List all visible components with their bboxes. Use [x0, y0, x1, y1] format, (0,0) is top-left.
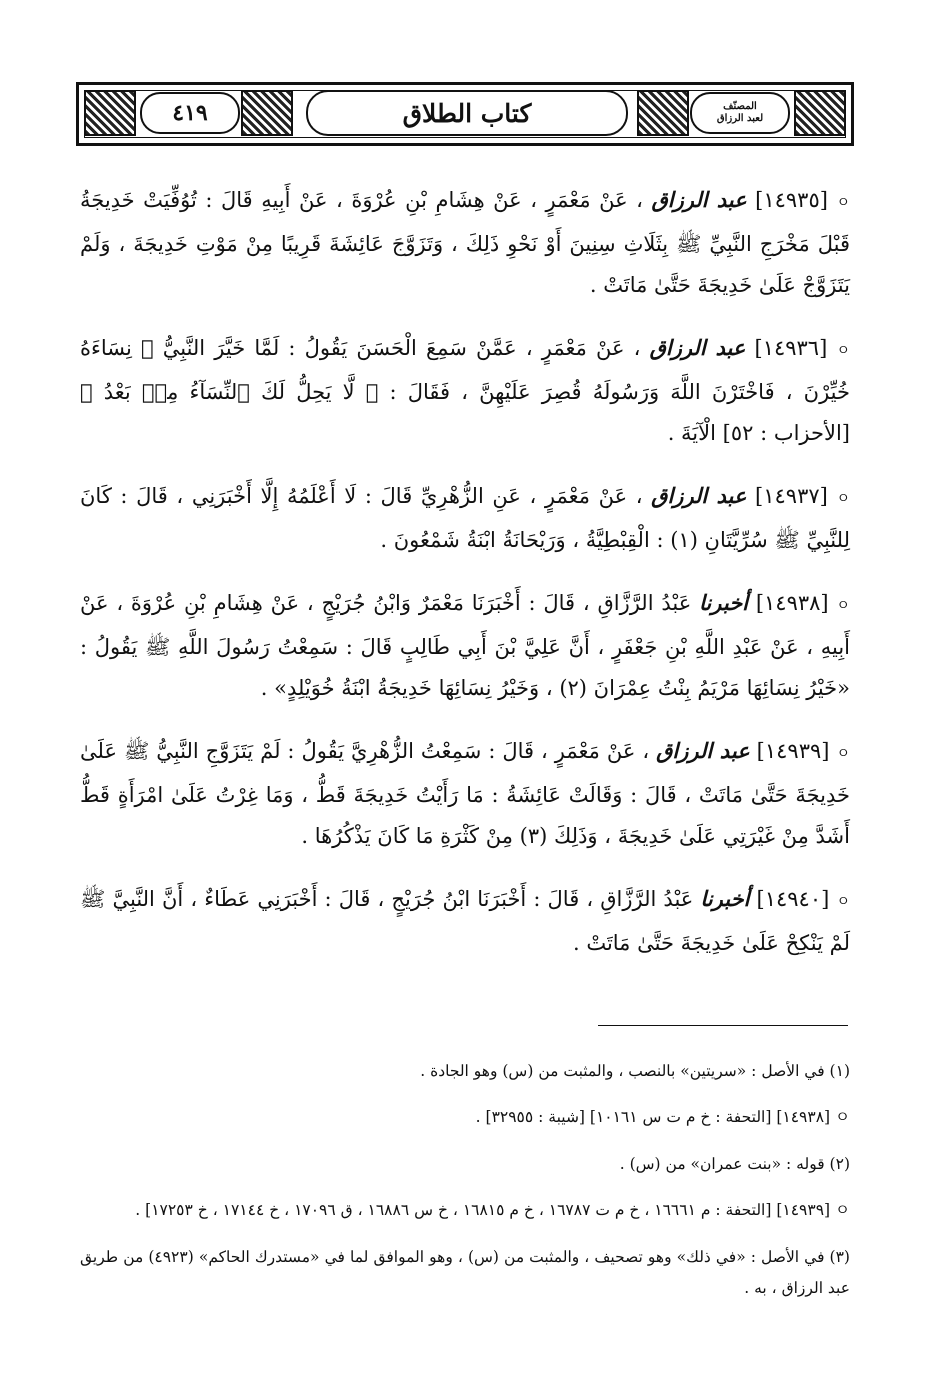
- hadith-number: [١٤٩٣٨]: [755, 591, 829, 615]
- footnote-separator: [598, 1025, 848, 1026]
- narrator-name: عبد الرزاق: [651, 483, 747, 508]
- hadith-entry: [80, 475, 850, 561]
- footnote: ㅇ [١٤٩٣٨] [التحفة : خ م ت س ١٠١٦١] [شيبة : ٣٢٩٥٥] .: [475, 1108, 850, 1126]
- narrator-name: عبد الرزاق: [651, 187, 747, 212]
- hadith-entry: [80, 179, 850, 306]
- hadith-text: عَبْدُ الرَّزَّاقِ ، قَالَ : أَخْبَرَنَا مَعْمَرٌ وَابْنُ جُرَيْجٍ ، عَنْ هِشَامِ بْنِ عُرْوَةَ ، عَنْ أَبِيهِ ، عَنْ عَبْدِ اللَّهِ بْنِ جَعْفَرٍ ، أَنَّ عَلِيَّ بْنَ أَبِي طَالِبٍ قَالَ : سَمِعْتُ رَسُولَ اللَّهِ ﷺ يَقُولُ : «خَيْرُ نِسَائِهَا مَرْيَمُ بِنْتُ عِمْرَانَ (٢) ، وَخَيْرُ نِسَائِهَا خَدِيجَةُ ابْنَةُ خُوَيْلِدٍ» .: [80, 591, 850, 700]
- ornament-icon: [241, 90, 293, 136]
- hadith-text: ، عَنْ مَعْمَرٍ ، عَنِ الزُّهْرِيِّ قَالَ : لَا أَعْلَمُهُ إِلَّا أَخْبَرَنِي ، قَالَ : كَانَ لِلنَّبِيِّ ﷺ سُرِّيَّتَانِ (١) : الْقِبْطِيَّةُ ، وَرَيْحَانَةُ ابْنَةُ شَمْعُونَ .: [80, 484, 850, 552]
- book-title-line-1: المصنّف: [723, 101, 757, 112]
- entry-marker: ㅇ: [836, 894, 850, 910]
- ornament-icon: [637, 90, 689, 136]
- hadith-entry: [80, 878, 850, 964]
- book-title-badge: [690, 92, 790, 134]
- hadith-number: [١٤٩٣٩]: [756, 739, 830, 763]
- page-number: ٤١٩: [140, 92, 240, 134]
- hadith-entry: [80, 582, 850, 709]
- narrator-name: عبد الرزاق: [656, 738, 750, 763]
- footnote: ㅇ [١٤٩٣٩] [التحفة : م ١٦٦٦١ ، خ م ت ١٦٧٨٧ ، خ م ١٦٨١٥ ، خ س ١٦٨٨٦ ، ق ١٧٠٩٦ ، خ ١٧١٤٤ ، خ ١٧٢٥٣] .: [135, 1201, 850, 1219]
- footnotes: [80, 1040, 850, 1308]
- narrator-name: عبد الرزاق: [649, 335, 746, 360]
- entry-marker: ㅇ: [836, 746, 850, 762]
- narrator-name: أخبرنا: [700, 886, 750, 911]
- entry-marker: ㅇ: [836, 343, 850, 359]
- narrator-name: أخبرنا: [699, 590, 749, 615]
- ornament-icon: [794, 90, 846, 136]
- hadith-number: [١٤٩٤٠]: [756, 887, 830, 911]
- page-header: [76, 82, 854, 146]
- hadith-text: ، عَنْ مَعْمَرٍ ، قَالَ : سَمِعْتُ الزُّهْرِيَّ يَقُولُ : لَمْ يَتَزَوَّجِ النَّبِيُّ ﷺ عَلَىٰ خَدِيجَةَ حَتَّىٰ مَاتَتْ ، قَالَ : وَقَالَتْ عَائِشَةُ : مَا رَأَيْتُ خَدِيجَةَ قَطُّ ، وَمَا غِرْتُ عَلَىٰ امْرَأَةٍ قَطُّ أَشَدَّ مِنْ غَيْرَتِي عَلَىٰ خَدِيجَةَ ، وَذَلِكَ (٣) مِنْ كَثْرَةِ مَا كَانَ يَذْكُرُهَا .: [80, 739, 850, 848]
- hadith-text: ، عَنْ مَعْمَرٍ ، عَنْ هِشَامِ بْنِ عُرْوَةَ ، عَنْ أَبِيهِ قَالَ : تُوُفِّيَتْ خَدِيجَةُ قَبْلَ مَخْرَجِ النَّبِيِّ ﷺ بِثَلَاثِ سِنِينَ أَوْ نَحْوِ ذَلِكَ ، وَتَزَوَّجَ عَائِشَةَ قَرِيبًا مِنْ مَوْتِ خَدِيجَةَ ، وَلَمْ يَتَزَوَّجْ عَلَىٰ خَدِيجَةَ حَتَّىٰ مَاتَتْ .: [80, 188, 850, 297]
- entry-marker: ㅇ: [836, 491, 850, 507]
- hadith-entry: [80, 327, 850, 454]
- hadith-text: ، عَنْ مَعْمَرٍ ، عَمَّنْ سَمِعَ الْحَسَنَ يَقُولُ : لَمَّا خَيَّرَ النَّبِيُّ ﷺ نِسَاءَهُ خُيِّرْنَ ، فَاخْتَرْنَ اللَّهَ وَرَسُولَهُ قُصِرَ عَلَيْهِنَّ ، فَقَالَ : ﴿ لَّا يَحِلُّ لَكَ ٱلنِّسَآءُ مِنۢ بَعْدُ ﴾ [الأحزاب : ٥٢] الْآيَةَ .: [80, 336, 850, 445]
- ornament-icon: [84, 90, 136, 136]
- entry-marker: ㅇ: [836, 598, 850, 614]
- footnote: (١) في الأصل : «سريتين» بالنصب ، والمثبت من (س) وهو الجادة .: [420, 1061, 850, 1080]
- book-title-line-2: لعبد الرزاق: [716, 113, 764, 124]
- hadith-number: [١٤٩٣٧]: [755, 484, 828, 508]
- footnote: (٣) في الأصل : «في ذلك» وهو تصحيف ، والمثبت من (س) ، وهو الموافق لما في «مستدرك الحاكم» (٤٩٢٣) من طريق عبد الرزاق ، به .: [80, 1247, 850, 1297]
- hadith-text: عَبْدُ الرَّزَّاقِ ، قَالَ : أَخْبَرَنَا ابْنُ جُرَيْجٍ ، قَالَ : أَخْبَرَنِي عَطَاءٌ ، أَنَّ النَّبِيَّ ﷺ لَمْ يَنْكِحْ عَلَىٰ خَدِيجَةَ حَتَّىٰ مَاتَتْ .: [80, 887, 850, 955]
- main-text: [80, 158, 850, 977]
- footnote: (٢) قوله : «بنت عمران» من (س) .: [619, 1154, 850, 1173]
- hadith-entry: [80, 730, 850, 857]
- hadith-number: [١٤٩٣٦]: [754, 336, 828, 360]
- hadith-number: [١٤٩٣٥]: [755, 188, 828, 212]
- entry-marker: ㅇ: [836, 195, 851, 211]
- chapter-title: كتاب الطلاق: [306, 90, 628, 136]
